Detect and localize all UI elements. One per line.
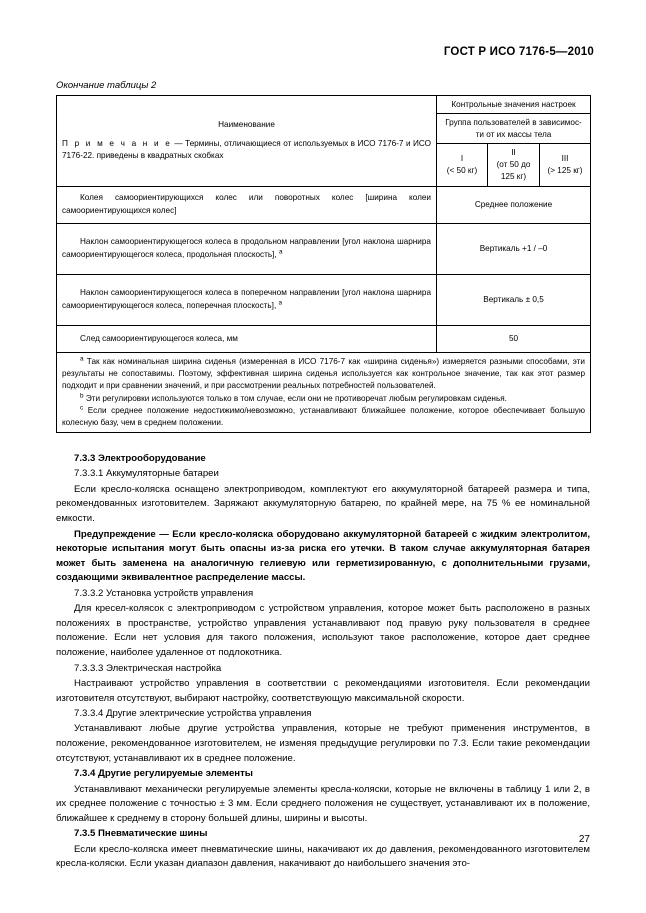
- footnote-b-marker: b: [80, 391, 84, 399]
- group-2-roman: II: [511, 148, 516, 158]
- footnote-b-text: Эти регулировки используются только в том случае, если они не противоречат любым регулировкам сиденья.: [83, 393, 507, 403]
- heading-7-3-3-1: 7.3.3.1 Аккумуляторные батареи: [74, 468, 219, 480]
- footnote-a-marker: a: [80, 354, 84, 362]
- user-group-header: Группа пользователей в зависимос-ти от их массы тела: [437, 114, 591, 144]
- group-2-range: (от 50 до 125 кг): [496, 159, 531, 181]
- heading-7-3-3-3: 7.3.3.3 Электрическая настройка: [74, 662, 222, 674]
- heading-7-3-3-2: 7.3.3.2 Установка устройств управления: [74, 587, 254, 599]
- group-1-roman: I: [460, 153, 464, 163]
- paragraph-7-3-3-1: Если кресло-коляска оснащено электроприводом, комплектуют его аккумуляторной батареей размера и типа, рекомендованных изготовителем. Заряжают аккумуляторную батарею, по крайней мере, на 75 % ее номинальной емкости.: [56, 483, 590, 524]
- group-3-range: (> 125 кг): [547, 165, 583, 175]
- footnote-c-marker: c: [80, 404, 84, 412]
- control-values-header: Контрольные значения настроек: [437, 96, 591, 114]
- section-7-3-4: [56, 767, 590, 826]
- specification-table-wrapper: [56, 95, 590, 433]
- name-header-cell: [57, 96, 437, 187]
- column-header-group-3: [540, 144, 591, 187]
- paragraph-7-3-4: Устанавливают механически регулируемые элементы кресла-коляски, которые не включены в таблицу 1 или 2, в их среднее положение с точностью ± 3 мм. Если среднего положения не существует, устанавливают их в положение, ближайшее к среднему в сторону большей длины, ширины и высоты.: [56, 783, 590, 824]
- heading-7-3-3: 7.3.3 Электрооборудование: [74, 453, 206, 464]
- group-1-range: (< 50 кг): [446, 165, 478, 175]
- row-2-footnote-marker: a: [279, 247, 283, 255]
- table-footnotes-row: [57, 352, 591, 433]
- heading-7-3-4: 7.3.4 Другие регулируемые элементы: [74, 768, 253, 780]
- paragraph-7-3-3-2: Для кресел-колясок с электроприводом с устройством управления, которое может быть расположено в разных положениях в пространстве, устройство управления устанавливают под правую руку пользователя в среднее положение. Если нет условия для такого положения, используют такое расположение, которое дает среднее положение, наиболее удаленное от подлокотника.: [56, 603, 590, 658]
- note-label: П р и м е ч а н и е: [62, 138, 172, 148]
- row-3-value: Вертикаль ± 0,5: [437, 274, 591, 325]
- table-footnotes: [57, 352, 591, 433]
- section-7-3-5: [56, 827, 590, 872]
- row-4-name-text: След самоориентирующегося колеса, мм: [80, 333, 238, 343]
- paragraph-7-3-5: Если кресло-коляска имеет пневматические шины, накачивают их до давления, рекомендованного изготовителем кресла-коляски. Если указан диапазон давления, накачивают до наибольшего значения это-: [56, 843, 590, 870]
- row-3-name: [57, 274, 437, 325]
- warning-paragraph-7-3-3-1: Предупреждение — Если кресло-коляска оборудовано аккумуляторной батареей с жидким электролитом, некоторые испытания могут быть опасны из-за риска его утечки. В таком случае аккумуляторная батарея может быть заменена на аналогичную гелиевую или герметизированную, с дополнительными грузами, создающими эквивалентное распределение массы.: [56, 528, 590, 584]
- row-3-footnote-marker: a: [278, 298, 283, 306]
- name-header-label: Наименование: [218, 119, 275, 129]
- footnote-a: [62, 356, 585, 393]
- table-header-row-1: [57, 96, 591, 114]
- page-number: 27: [578, 834, 590, 845]
- row-3-name-text: Наклон самоориентирующегося колеса в поперечном направлении [угол наклона шарнира самоориентирующегося колеса, поперечная плоскость],: [62, 288, 431, 310]
- paragraph-7-3-3-4: Устанавливают любые другие устройства управления, которые не требуют применения инструментов, в положение, рекомендованное изготовителем, не изменяя предыдущие регулировки по 7.3. Если такие рекомендации отсутствуют, устанавливают их в среднее положение.: [56, 723, 590, 764]
- row-2-value: Вертикаль +1 / –0: [437, 223, 591, 274]
- heading-7-3-5: 7.3.5 Пневматические шины: [74, 828, 208, 840]
- footnote-c-text: Если среднее положение недостижимо/невозможно, устанавливают ближайшее положение, которое обеспечивает большую колесную базу, чем в среднем положении.: [62, 405, 585, 428]
- footnote-c: [62, 405, 585, 430]
- row-4-value: 50: [437, 325, 591, 352]
- row-4-name: [57, 325, 437, 352]
- column-header-group-1: [437, 144, 488, 187]
- table-row: [57, 223, 591, 274]
- table-note: [62, 138, 431, 162]
- standard-designation: ГОСТ Р ИСО 7176-5—2010: [443, 46, 594, 58]
- note-text: — Термины, отличающиеся от используемых в ИСО 7176-7 и ИСО 7176-22. приведены в квадратных скобках: [62, 138, 431, 160]
- table-row: [57, 274, 591, 325]
- row-1-value: Среднее положение: [437, 186, 591, 223]
- row-1-name: [57, 186, 437, 223]
- row-1-name-text: Колея самоориентирующихся колес или поворотных колес [ширина колеи самоориентирующихся колес]: [62, 193, 431, 215]
- group-3-roman: III: [561, 153, 569, 163]
- specification-table: [56, 95, 591, 433]
- heading-7-3-3-4: 7.3.3.4 Другие электрические устройства управления: [74, 708, 312, 720]
- footnote-a-text: Так как номинальная ширина сиденья (измеренная в ИСО 7176-7 как «ширина сиденья») измеряется разными способами, эти результаты не сопоставимы. Поэтому, эффективная ширина сиденья используется как контрольное значение, так как этот размер подходит и при сравнении значений, и при рассмотрении реальных потребностей пользователей.: [62, 356, 585, 391]
- section-7-3-3: [56, 452, 590, 766]
- table-row: [57, 186, 591, 223]
- table-row: [57, 325, 591, 352]
- row-2-name-text: Наклон самоориентирующегося колеса в продольном направлении [угол наклона шарнира самоориентирующегося колеса, продольная плоскость],: [62, 237, 431, 259]
- document-body: [56, 452, 590, 873]
- footnote-b: [62, 393, 585, 405]
- table-caption: Окончание таблицы 2: [56, 80, 157, 91]
- column-header-group-2: [488, 144, 540, 187]
- paragraph-7-3-3-3: Настраивают устройство управления в соответствии с рекомендациями изготовителя. Если рекомендации изготовителя отсутствуют, выбирают настройку, соответствующую максимальной скорости.: [56, 677, 590, 704]
- row-2-name: [57, 223, 437, 274]
